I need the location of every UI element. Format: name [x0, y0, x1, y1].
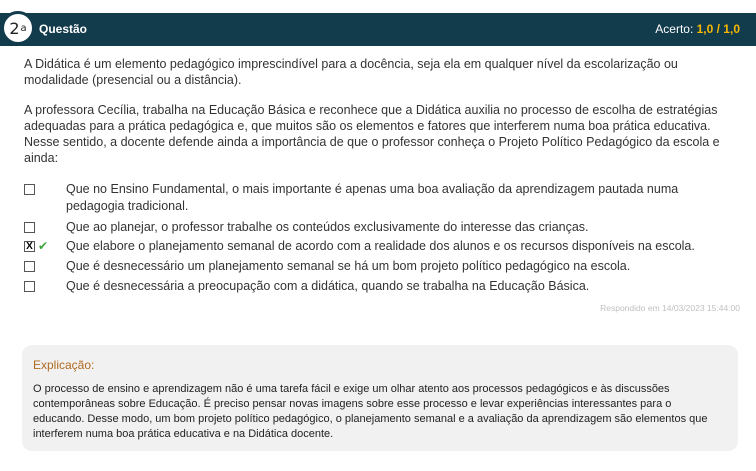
option-checkbox[interactable]: [24, 222, 35, 233]
score-display: [655, 22, 740, 36]
correct-check-icon: ✔: [38, 239, 49, 253]
question-header-bar: [0, 13, 756, 46]
explanation-box: [22, 345, 738, 451]
question-number: 2: [9, 18, 20, 38]
statement-paragraph-2: A professora Cecília, trabalha na Educação Básica e reconhece que a Didática auxilia no processo de escolha de estratégias adequadas para a prática pedagógica e, que muitos são os elementos e fatores que interferem numa boa prática educativa. Nesse sentido, a docente defende ainda a importância de que o professor conheça o Projeto Político Pedagógico da escola e ainda:: [24, 103, 720, 165]
option-text: Que é desnecessária a preocupação com a didática, quando se trabalha na Educação Básica.: [66, 279, 590, 293]
question-number-badge: [1, 11, 35, 45]
question-number-suffix: a: [20, 22, 27, 34]
option-checkbox-checked[interactable]: X: [24, 241, 35, 252]
explanation-title: Explicação:: [33, 358, 95, 372]
score-value: 1,0 / 1,0: [696, 22, 740, 36]
option-text: Que ao planejar, o professor trabalhe os conteúdos exclusivamente do interesse das crianças.: [66, 220, 589, 234]
option-text: Que no Ensino Fundamental, o mais importante é apenas uma boa avaliação da aprendizagem pautada numa pedagogia tradicional.: [66, 182, 679, 213]
option-checkbox[interactable]: [24, 281, 35, 292]
option-text: Que é desnecessário um planejamento semanal se há um bom projeto político pedagógico na escola.: [66, 259, 631, 273]
option-text: Que elabore o planejamento semanal de acordo com a realidade dos alunos e os recursos disponíveis na escola.: [66, 239, 695, 253]
statement-paragraph-1: A Didática é um elemento pedagógico imprescindível para a docência, seja ela em qualquer nível da escolarização ou modalidade (presencial ou a distância).: [24, 57, 678, 87]
answered-timestamp: Respondido em 14/03/2023 15:44:00: [600, 303, 740, 313]
score-label: Acerto:: [655, 22, 694, 36]
explanation-text: O processo de ensino e aprendizagem não é uma tarefa fácil e exige um olhar atento aos processos pedagógicos e às discussões contemporâneas sobre Educação. É preciso pensar novas imagens sobre esse processo e levar experiências interessantes para o educando. Desse modo, um bom projeto político pedagógico, o planejamento semanal e a avaliação da aprendizagem são elementos que interferem numa boa prática educativa e na Didática docente.: [33, 383, 708, 440]
option-checkbox[interactable]: [24, 261, 35, 272]
question-title: Questão: [39, 22, 88, 36]
option-checkbox[interactable]: [24, 184, 35, 195]
